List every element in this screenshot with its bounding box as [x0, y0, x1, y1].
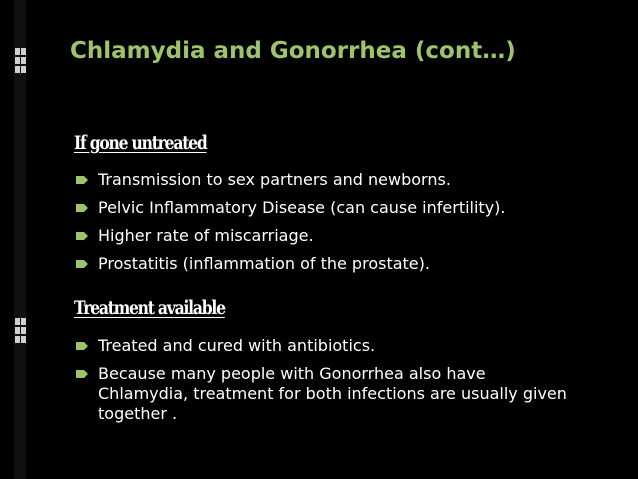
grid-icon — [15, 318, 26, 344]
list-item-text: Higher rate of miscarriage. — [98, 226, 314, 245]
list-item — [76, 170, 596, 190]
list-item-text: Treated and cured with antibiotics. — [98, 336, 376, 355]
slide-title: Chlamydia and Gonorrhea (cont…) — [70, 38, 516, 64]
square-arrow-bullet-icon — [76, 260, 84, 268]
list-item-text: Pelvic Inflammatory Disease (can cause infertility). — [98, 198, 506, 217]
list-item-text: Transmission to sex partners and newborns. — [98, 170, 451, 189]
square-arrow-bullet-icon — [76, 342, 84, 350]
treatment-list — [76, 336, 576, 432]
square-arrow-bullet-icon — [76, 176, 84, 184]
list-item — [76, 336, 576, 356]
square-arrow-bullet-icon — [76, 204, 84, 212]
list-item — [76, 254, 596, 274]
list-item-text: Because many people with Gonorrhea also have Chlamydia, treatment for both infections are usually given together . — [98, 364, 567, 423]
list-item-text: Prostatitis (inflammation of the prostate). — [98, 254, 430, 273]
section-heading-treatment: Treatment available — [74, 297, 225, 319]
untreated-list — [76, 170, 596, 282]
section-heading-untreated: If gone untreated — [74, 132, 207, 154]
list-item — [76, 198, 596, 218]
square-arrow-bullet-icon — [76, 232, 84, 240]
list-item — [76, 364, 576, 424]
grid-icon — [15, 48, 26, 74]
list-item — [76, 226, 596, 246]
square-arrow-bullet-icon — [76, 370, 84, 378]
